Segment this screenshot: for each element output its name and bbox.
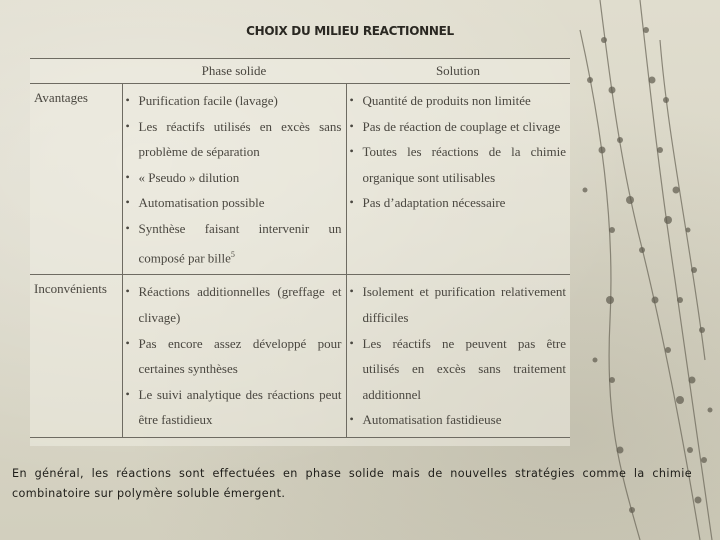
list-item: • Purification facile (lavage) [139,88,342,114]
list-item [139,216,342,271]
list-item: • Pas encore assez développé pour certaines synthèses [139,331,342,382]
comparison-table [30,58,570,438]
disadvantages-solid-cell [122,275,346,438]
list-item: • Isolement et purification relativement difficiles [363,279,567,330]
row-label-disadvantages: Inconvénients [30,275,122,438]
list-item: • Réactions additionnelles (greffage et clivage) [139,279,342,330]
list-item: • Les réactifs ne peuvent pas être utilisés en excès sans traitement additionnel [363,331,567,408]
list-item: • Toutes les réactions de la chimie organique sont utilisables [363,139,567,190]
list-item: • Pas d’adaptation nécessaire [363,190,567,216]
list-item: • Le suivi analytique des réactions peut être fastidieux [139,382,342,433]
caption-text: En général, les réactions sont effectuées en phase solide mais de nouvelles stratégies comme la chimie combinatoire sur polymère soluble émergent. [12,467,692,500]
list-item: • Automatisation possible [139,190,342,216]
table-header-row [30,59,570,84]
advantages-solution-cell [346,84,570,275]
disadvantages-solid-list [123,275,346,437]
list-item: • « Pseudo » dilution [139,165,342,191]
advantages-solution-list [347,84,571,220]
list-item: • Quantité de produits non limitée [363,88,567,114]
header-solid-phase: Phase solide [122,59,346,84]
list-item: • Automatisation fastidieuse [363,407,567,433]
list-item-text: Synthèse faisant intervenir un composé par bille [138,220,342,265]
disadvantages-solution-list [347,275,571,437]
list-item: • Pas de réaction de couplage et clivage [363,114,567,140]
table-row-disadvantages [30,275,570,438]
advantages-solid-cell [122,84,346,275]
header-solution: Solution [346,59,570,84]
slide-title: CHOIX DU MILIEU REACTIONNEL [246,24,454,38]
footnote-marker: 5 [230,249,235,259]
list-item: • Les réactifs utilisés en excès sans problème de séparation [139,114,342,165]
disadvantages-solution-cell [346,275,570,438]
row-label-advantages: Avantages [30,84,122,275]
comparison-table-container [30,58,570,446]
advantages-solid-list [123,84,346,274]
header-empty [30,59,122,84]
table-row-advantages [30,84,570,275]
